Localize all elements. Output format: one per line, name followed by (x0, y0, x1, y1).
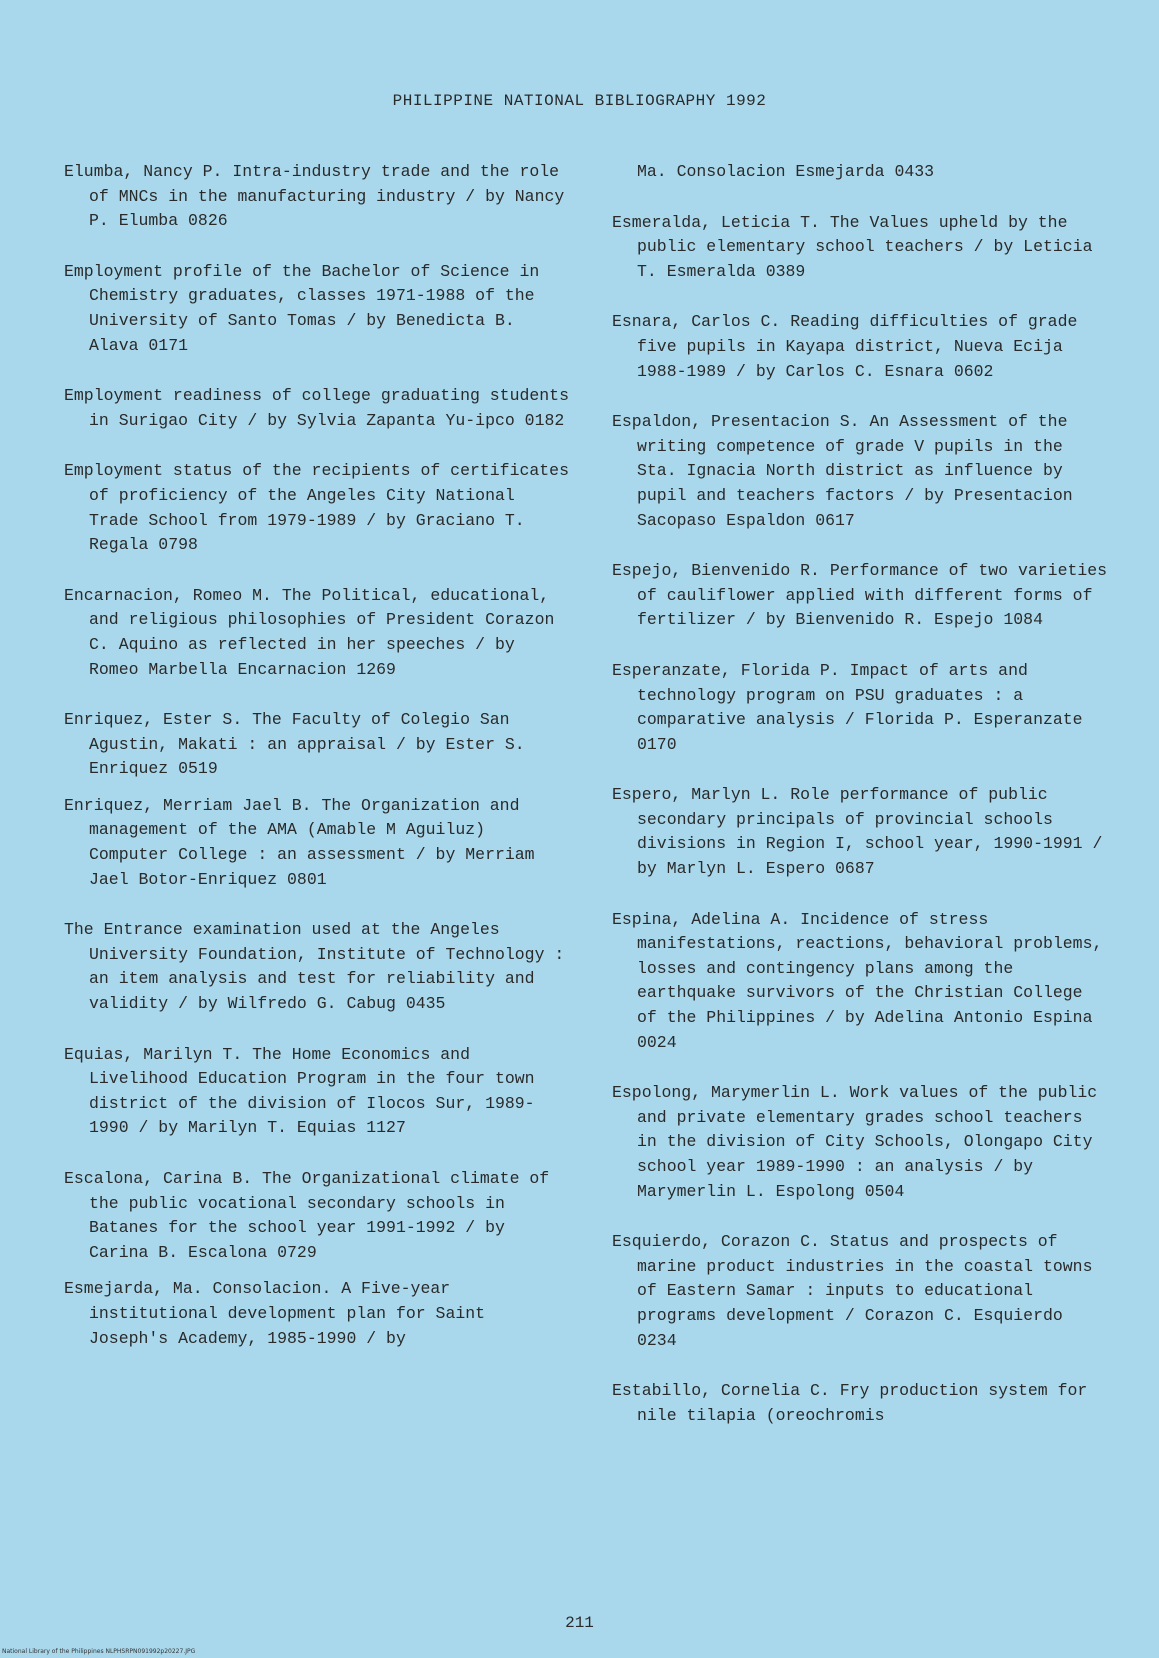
bibliography-entry: Employment profile of the Bachelor of Science in Chemistry graduates, classes 1971-1988 of the University of Santo Tomas / by Benedicta B. Alava 0171 (64, 261, 540, 355)
bibliography-entry: Esmejarda, Ma. Consolacion. A Five-year institutional development plan for Saint Joseph's Academy, 1985-1990 / by (64, 1279, 486, 1348)
left-column (64, 160, 569, 1377)
bibliography-entry: Esmeralda, Leticia T. The Values upheld by the public elementary school teachers / by Leticia T. Esmeralda 0389 (612, 212, 1093, 281)
bibliography-entry: Espero, Marlyn L. Role performance of public secondary principals of provincial schools divisions in Region I, school year, 1990-1991 / by Marlyn L. Espero 0687 (612, 785, 1103, 879)
bibliography-entry: Employment readiness of college graduating students in Surigao City / by Sylvia Zapanta Yu-ipco 0182 (64, 386, 569, 430)
bibliography-entry: The Entrance examination used at the Angeles University Foundation, Institute of Technology : an item analysis and test for reliability and validity / by Wilfredo G. Cabug 0435 (64, 920, 565, 1014)
bibliography-entry: Equias, Marilyn T. The Home Economics and Livelihood Education Program in the four town district of the division of Ilocos Sur, 1989-1990 / by Marilyn T. Equias 1127 (64, 1044, 535, 1138)
page-header: PHILIPPINE NATIONAL BIBLIOGRAPHY 1992 (392, 92, 767, 110)
bibliography-entry: Encarnacion, Romeo M. The Political, educational, and religious philosophies of President Corazon C. Aquino as reflected in her speeches / by Romeo Marbella Encarnacion 1269 (64, 585, 555, 679)
bibliography-entry: Estabillo, Cornelia C. Fry production system for nile tilapia (oreochromis (612, 1381, 1088, 1425)
scan-footer-note: National Library of the Philippines NLPHSRPN091992p20227.JPG (2, 1648, 196, 1655)
bibliography-entry-continuation: Ma. Consolacion Esmejarda 0433 (637, 162, 935, 181)
bibliography-entry: Enriquez, Ester S. The Faculty of Colegio San Agustin, Makati : an appraisal / by Ester S. Enriquez 0519 (64, 710, 525, 779)
bibliography-entry: Esquierdo, Corazon C. Status and prospects of marine product industries in the coastal towns of Eastern Samar : inputs to educational programs development / Corazon C. Esquierdo 0234 (612, 1232, 1093, 1350)
bibliography-entry: Esperanzate, Florida P. Impact of arts and technology program on PSU graduates : a comparative analysis / Florida P. Esperanzate 0170 (612, 660, 1083, 754)
bibliography-entry: Elumba, Nancy P. Intra-industry trade and the role of MNCs in the manufacturing industry / by Nancy P. Elumba 0826 (64, 162, 565, 231)
bibliography-entry: Employment status of the recipients of certificates of proficiency of the Angeles City National Trade School from 1979-1989 / by Graciano T. Regala 0798 (64, 461, 569, 555)
bibliography-entry: Esnara, Carlos C. Reading difficulties of grade five pupils in Kayapa district, Nueva Ecija 1988-1989 / by Carlos C. Esnara 0602 (612, 312, 1078, 381)
bibliography-entry: Escalona, Carina B. The Organizational climate of the public vocational secondary schools in Batanes for the school year 1991-1992 / by Carina B. Escalona 0729 (64, 1169, 550, 1262)
page-number: 211 (565, 1614, 594, 1632)
bibliography-entry: Enriquez, Merriam Jael B. The Organization and management of the AMA (Amable M Aguiluz) Computer College : an assessment / by Merriam Jael Botor-Enriquez 0801 (64, 795, 535, 889)
bibliography-entry: Espejo, Bienvenido R. Performance of two varieties of cauliflower applied with different forms of fertilizer / by Bienvenido R. Espejo 1084 (612, 561, 1108, 630)
right-column (612, 160, 1112, 1454)
bibliography-entry: Espina, Adelina A. Incidence of stress manifestations, reactions, behavioral problems, losses and contingency plans among the earthquake survivors of the Christian College of the Philippines / by Adelina Antonio Espina 0024 (612, 909, 1103, 1052)
bibliography-entry: Espolong, Marymerlin L. Work values of the public and private elementary grades school teachers in the division of City Schools, Olongapo City school year 1989-1990 : an analysis / by Marymerlin L. Espolong 0504 (612, 1083, 1098, 1201)
bibliography-entry: Espaldon, Presentacion S. An Assessment of the writing competence of grade V pupils in the Sta. Ignacia North district as influence by pupil and teachers factors / by Presentacion Sacopaso Espaldon 0617 (612, 412, 1073, 530)
